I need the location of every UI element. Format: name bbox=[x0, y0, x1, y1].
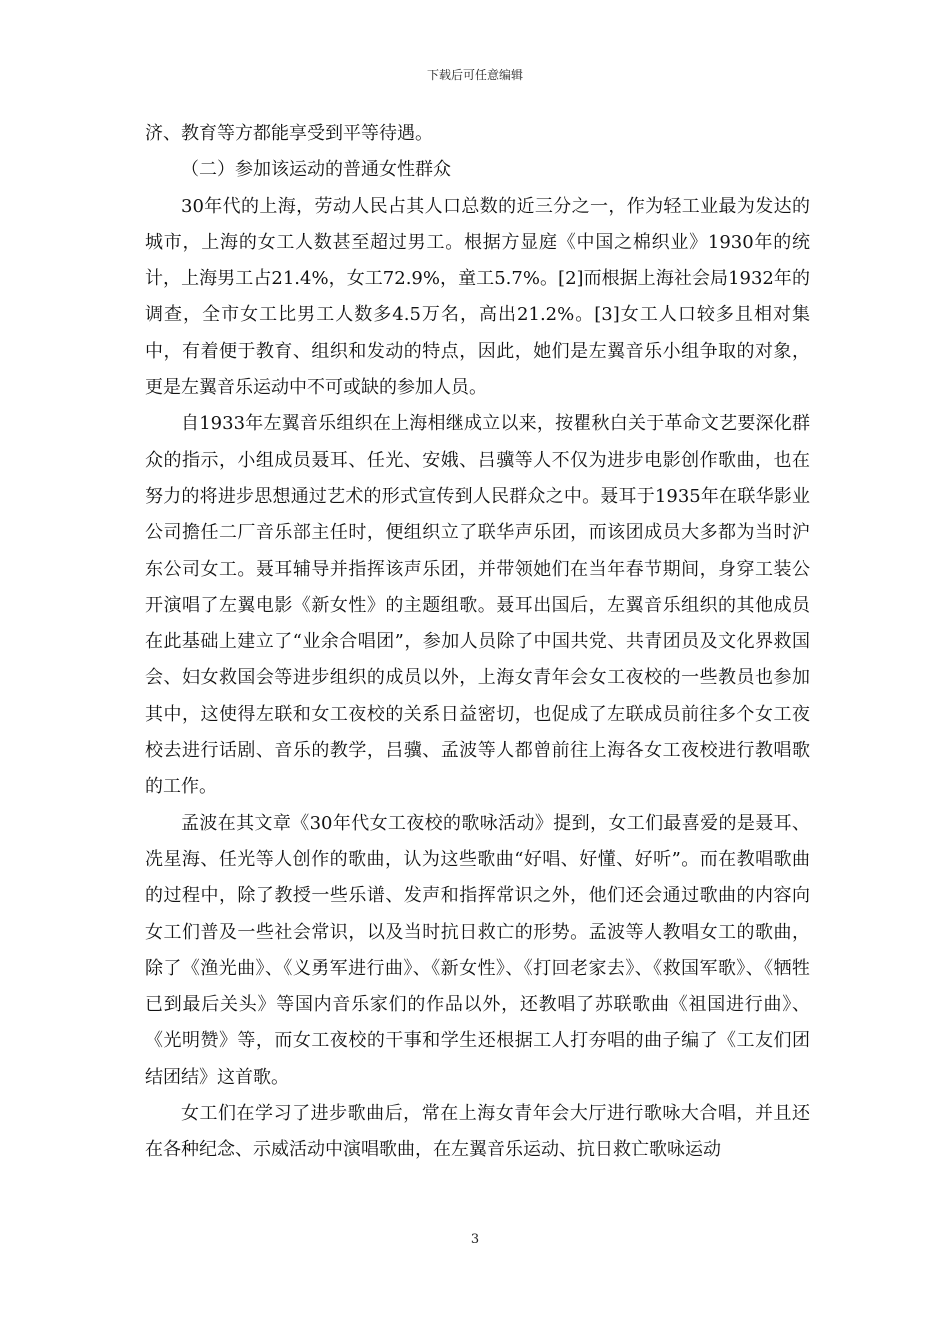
paragraph-continuation: 济、教育等方都能享受到平等待遇。 bbox=[145, 123, 433, 144]
paragraph: 自1933年左翼音乐组织在上海相继成立以来，按瞿秋白关于革命文艺要深化群众的指示，小组成员聂耳、任光、安娥、吕骥等人不仅为进步电影创作歌曲，也在努力的将进步思想通过艺术的形式宣传到人民群众之中。聂耳于1935年在联华影业公司擔任二厂音乐部主任时，便组织立了联华声乐团，而该团成员大多都为当时沪东公司女工。聂耳辅导并指挥该声乐团，并带领她们在当年春节期间，身穿工装公开演唱了左翼电影《新女性》的主题组歌。聂耳出国后，左翼音乐组织的其他成员在此基础上建立了“业余合唱团”，参加人员除了中国共党、共青团员及文化界救国会、妇女救国会等进步组织的成员以外，上海女青年会女工夜校的一些教员也参加其中，这使得左联和女工夜校的关系日益密切，也促成了左联成员前往多个女工夜校去进行话剧、音乐的教学，吕骥、孟波等人都曾前往上海各女工夜校进行教唱歌的工作。 bbox=[145, 413, 810, 798]
section-heading: （二）参加该运动的普通女性群众 bbox=[181, 159, 451, 181]
paragraph: 孟波在其文章《30年代女工夜校的歌咏活动》提到，女工们最喜爱的是聂耳、冼星海、任光等人创作的歌曲，认为这些歌曲“好唱、好懂、好听”。而在教唱歌曲的过程中，除了教授一些乐谱、发声和指挥常识之外，他们还会通过歌曲的内容向女工们普及一些社会常识，以及当时抗日救亡的形势。孟波等人教唱女工的歌曲，除了《渔光曲》、《义勇军进行曲》、《新女性》、《打回老家去》、《救国军歌》、《牺牲已到最后关头》等国内音乐家们的作品以外，还教唱了苏联歌曲《祖国进行曲》、《光明赞》等，而女工夜校的干事和学生还根据工人打夯唱的曲子编了《工友们团结团结》这首歌。 bbox=[145, 812, 810, 1088]
document-body bbox=[145, 116, 810, 1169]
page-number: 3 bbox=[470, 1232, 480, 1247]
paragraph: 女工们在学习了进步歌曲后，常在上海女青年会大厅进行歌咏大合唱，并且还在各种纪念、示威活动中演唱歌曲，在左翼音乐运动、抗日救亡歌咏运动 bbox=[145, 1103, 810, 1161]
page-header: 下载后可任意编辑 bbox=[426, 68, 523, 82]
paragraph: 30年代的上海，劳动人民占其人口总数的近三分之一，作为轻工业最为发达的城市，上海的女工人数甚至超过男工。根据方显庭《中国之棉织业》1930年的统计，上海男工占21.4%，女工72.9%，童工5.7%。[2]而根据上海社会局1932年的调查，全市女工比男工人数多4.5万名，高出21.2%。[3]女工人口较多且相对集中，有着便于教育、组织和发动的特点，因此，她们是左翼音乐小组争取的对象，更是左翼音乐运动中不可或缺的参加人员。 bbox=[145, 195, 810, 399]
